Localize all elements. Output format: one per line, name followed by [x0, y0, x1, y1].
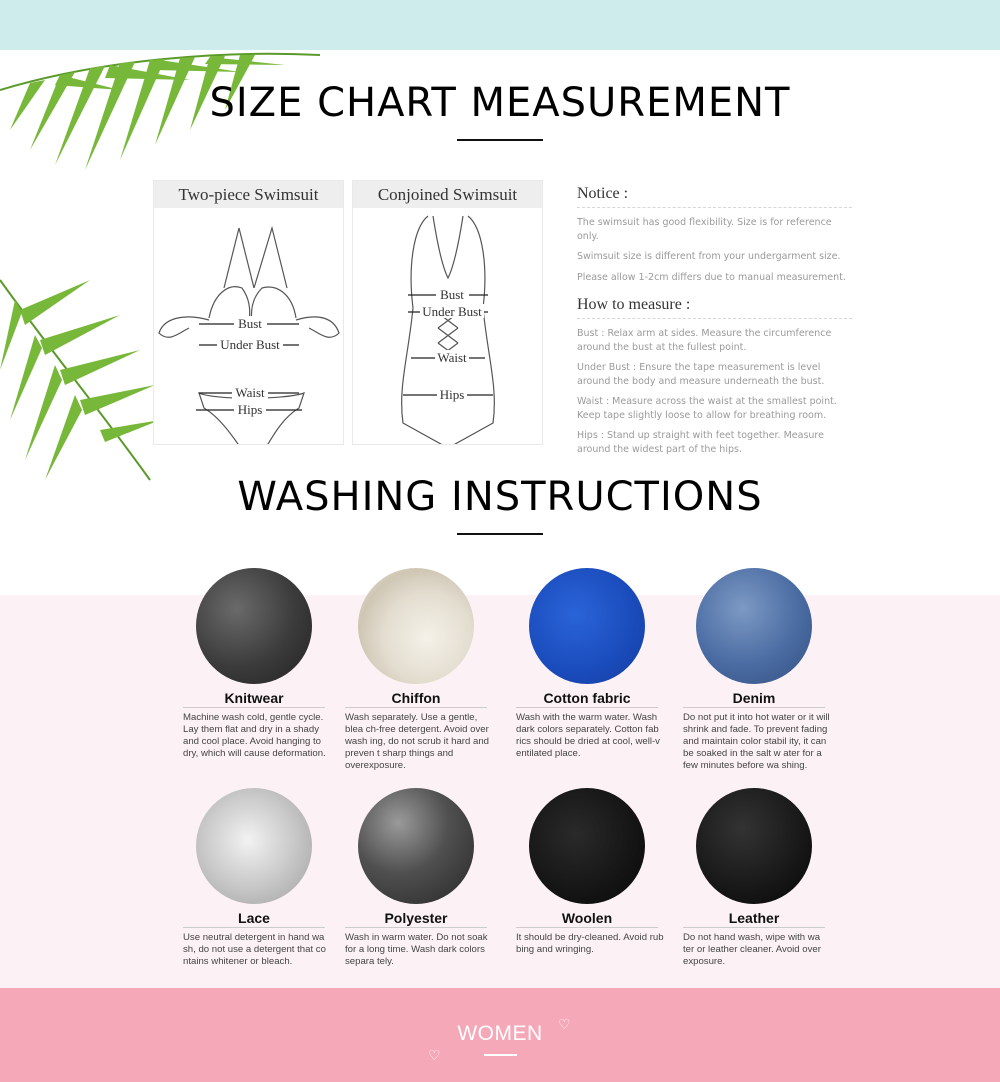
- how-to-item-waist: Waist : Measure across the waist at the smallest point. Keep tape slightly loose to allow for breathing room.: [577, 396, 837, 421]
- polyester-swatch: [358, 788, 474, 904]
- two-piece-waist-label: Waist: [235, 385, 265, 400]
- knitwear-swatch: [196, 568, 312, 684]
- how-to-item-bust: Bust : Relax arm at sides. Measure the circumference around the bust at the fullest point.: [577, 328, 832, 353]
- footer-label: WOMEN: [457, 1022, 543, 1045]
- fabric-name: Denim: [683, 690, 825, 708]
- how-to-measure-title: How to measure :: [577, 296, 852, 319]
- conjoined-diagram: [352, 180, 543, 445]
- two-piece-title: Two-piece Swimsuit: [154, 181, 343, 208]
- conjoined-under-bust-label: Under Bust: [422, 304, 482, 319]
- conjoined-waist-label: Waist: [437, 350, 467, 365]
- fabric-woolen: [516, 788, 691, 956]
- fabric-desc: Do not put it into hot water or it will shrink and fade. To prevent fading and maintain color stabil ity, it can be soaked in the salt w ater for a few minutes before wa shing.: [683, 712, 830, 771]
- notice-item: The swimsuit has good flexibility. Size is for reference only.: [577, 217, 832, 242]
- two-piece-under-bust-label: Under Bust: [220, 337, 280, 352]
- two-piece-illustration: [154, 208, 343, 444]
- fabric-name: Polyester: [345, 910, 487, 928]
- title-underline: [457, 139, 543, 141]
- cotton-swatch: [529, 568, 645, 684]
- heart-icon: ♡: [558, 1016, 571, 1032]
- fabric-desc: Do not hand wash, wipe with wa ter or leather cleaner. Avoid over exposure.: [683, 932, 821, 967]
- two-piece-hips-label: Hips: [237, 402, 263, 417]
- fabric-name: Cotton fabric: [516, 690, 658, 708]
- conjoined-illustration: [353, 208, 542, 444]
- size-notes: [577, 185, 852, 463]
- fabric-lace: [183, 788, 358, 968]
- footer-banner: [0, 988, 1000, 1082]
- conjoined-bust-label: Bust: [440, 287, 464, 302]
- conjoined-hips-label: Hips: [439, 387, 465, 402]
- washing-title: WASHING INSTRUCTIONS: [237, 474, 763, 520]
- fabric-cotton: [516, 568, 691, 760]
- fabric-desc: Wash separately. Use a gentle, blea ch-free detergent. Avoid over wash ing, do not scrub it hard and preven t sharp things and overexposure.: [345, 712, 489, 771]
- denim-swatch: [696, 568, 812, 684]
- notice-item: Swimsuit size is different from your undergarment size.: [577, 251, 841, 262]
- heart-icon: ♡: [428, 1047, 441, 1063]
- fabric-leather: [683, 788, 858, 968]
- notice-title: Notice :: [577, 185, 852, 208]
- fabric-denim: [683, 568, 858, 772]
- woolen-swatch: [529, 788, 645, 904]
- fabric-desc: Wash in warm water. Do not soak for a long time. Wash dark colors separa tely.: [345, 932, 488, 967]
- fabric-name: Lace: [183, 910, 325, 928]
- title-underline: [457, 533, 543, 535]
- top-band: [0, 0, 1000, 50]
- fabric-chiffon: [345, 568, 520, 772]
- leather-swatch: [696, 788, 812, 904]
- conjoined-title: Conjoined Swimsuit: [353, 181, 542, 208]
- fabric-name: Leather: [683, 910, 825, 928]
- chiffon-swatch: [358, 568, 474, 684]
- fabric-name: Chiffon: [345, 690, 487, 708]
- fabric-name: Knitwear: [183, 690, 325, 708]
- notice-item: Please allow 1-2cm differs due to manual measurement.: [577, 271, 846, 283]
- size-chart-title: SIZE CHART MEASUREMENT: [209, 80, 791, 126]
- fabric-polyester: [345, 788, 520, 968]
- fabric-desc: Machine wash cold, gentle cycle. Lay them flat and dry in a shady and cool place. Avoid hanging to dry, which will cause deformation.: [183, 712, 326, 759]
- footer-underline: [484, 1054, 517, 1056]
- fabric-desc: It should be dry-cleaned. Avoid rub bing and wringing.: [516, 932, 664, 955]
- fabric-name: Woolen: [516, 910, 658, 928]
- how-to-item-hips: Hips : Stand up straight with feet together. Measure around the widest part of the hips.: [577, 430, 824, 455]
- lace-swatch: [196, 788, 312, 904]
- how-to-item-under-bust: Under Bust : Ensure the tape measurement is level around the body and measure underneath the bust.: [577, 362, 825, 387]
- fabric-desc: Wash with the warm water. Wash dark colors separately. Cotton fab rics should be dried at cool, well-v entilated place.: [516, 712, 660, 759]
- two-piece-diagram: [153, 180, 344, 445]
- fabric-desc: Use neutral detergent in hand wa sh, do not use a detergent that co ntains whitener or bleach.: [183, 932, 326, 967]
- fabric-knitwear: [183, 568, 358, 760]
- two-piece-bust-label: Bust: [238, 316, 262, 331]
